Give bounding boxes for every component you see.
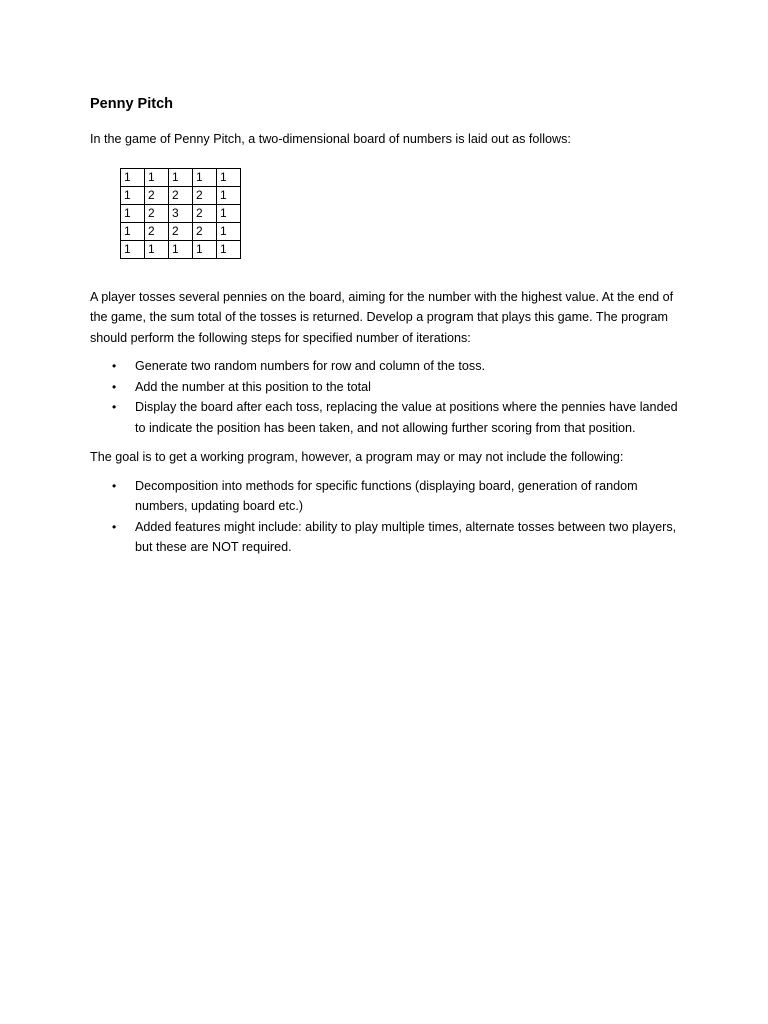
list-item-text: Add the number at this position to the total [135, 379, 371, 394]
board-row [121, 186, 241, 204]
board-cell: 1 [121, 204, 145, 222]
board-cell: 1 [121, 222, 145, 240]
intro-paragraph: In the game of Penny Pitch, a two-dimensional board of numbers is laid out as follows: [90, 132, 571, 146]
board-cell: 1 [217, 222, 241, 240]
bullet-icon: • [112, 359, 117, 373]
list-item [90, 377, 690, 398]
document-page [90, 93, 690, 558]
list-item [90, 397, 690, 438]
board-cell: 2 [193, 204, 217, 222]
board-cell: 1 [121, 168, 145, 186]
board-cell: 1 [217, 240, 241, 258]
board-cell: 1 [217, 186, 241, 204]
board-row [121, 204, 241, 222]
bullet-icon: • [112, 519, 117, 534]
board-cell: 1 [169, 168, 193, 186]
board-row [121, 168, 241, 186]
goal-paragraph: The goal is to get a working program, however, a program may or may not include the following: [90, 450, 624, 464]
list-item [90, 356, 690, 377]
list-item-text: Generate two random numbers for row and column of the toss. [135, 359, 485, 373]
list-item-text: Display the board after each toss, replacing the value at positions where the pennies have landed to indicate the position has been taken, and not allowing further scoring from that position. [135, 400, 678, 435]
list-item [90, 517, 690, 558]
board-cell: 1 [145, 240, 169, 258]
list-item-text: Decomposition into methods for specific functions (displaying board, generation of random numbers, updating board etc.) [135, 478, 638, 513]
options-list [90, 476, 690, 558]
board-row [121, 222, 241, 240]
board-cell: 1 [169, 240, 193, 258]
board-cell: 2 [193, 186, 217, 204]
board-cell: 1 [145, 168, 169, 186]
document-title: Penny Pitch [90, 96, 173, 112]
bullet-icon: • [112, 478, 117, 493]
board-cell: 1 [193, 240, 217, 258]
board-row [121, 240, 241, 258]
list-item-text: Added features might include: ability to play multiple times, alternate tosses between two players, but these are NOT required. [135, 519, 677, 554]
board-cell: 1 [121, 186, 145, 204]
penny-pitch-board [120, 168, 241, 259]
board-cell: 1 [121, 240, 145, 258]
board-cell: 2 [169, 186, 193, 204]
board-cell: 3 [169, 204, 193, 222]
board-cell: 1 [193, 168, 217, 186]
board-cell: 2 [169, 222, 193, 240]
board-cell: 1 [217, 204, 241, 222]
steps-list [90, 356, 690, 438]
board-cell: 1 [217, 168, 241, 186]
description-paragraph: A player tosses several pennies on the board, aiming for the number with the highest value. At the end of the game, the sum total of the tosses is returned. Develop a program that plays this game. The program should perform the following steps for specified number of iterations: [90, 289, 674, 345]
board-cell: 2 [145, 204, 169, 222]
bullet-icon: • [112, 379, 117, 394]
bullet-icon: • [112, 400, 117, 414]
board-cell: 2 [145, 222, 169, 240]
board-cell: 2 [145, 186, 169, 204]
board-cell: 2 [193, 222, 217, 240]
list-item [90, 476, 690, 517]
